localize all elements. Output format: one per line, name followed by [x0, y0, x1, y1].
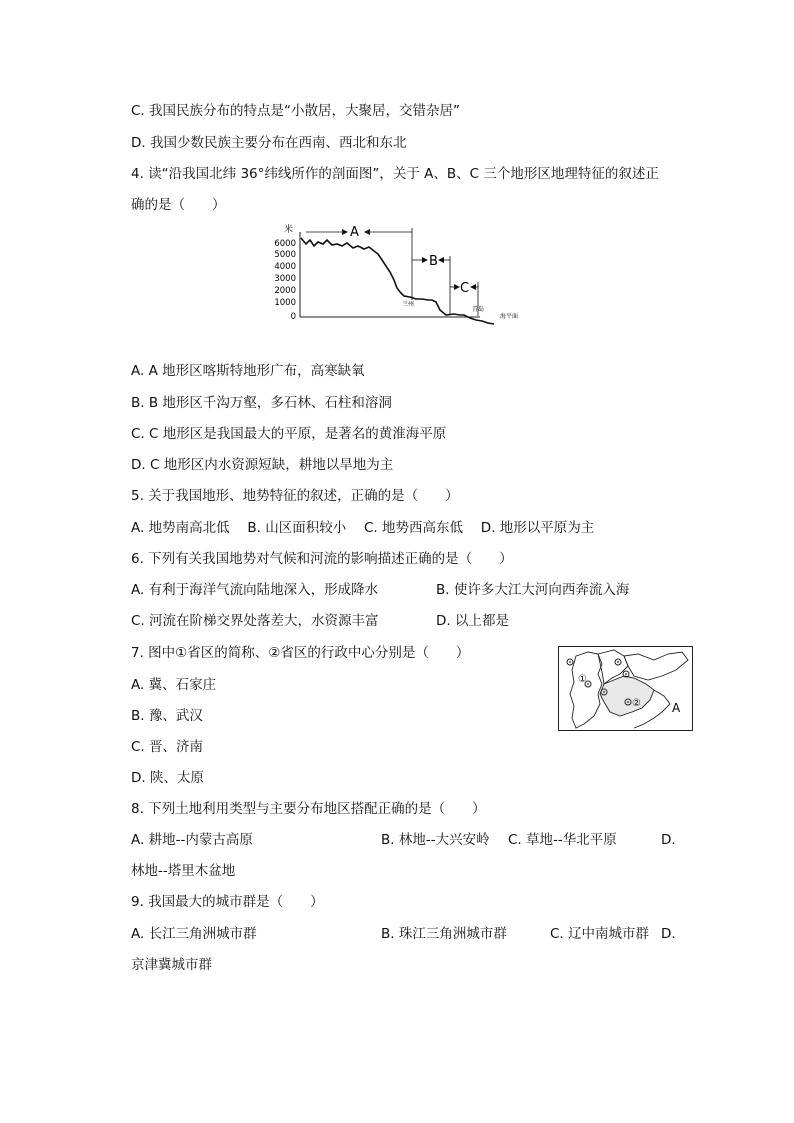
q6-option-a: A. 有利于海洋气流向陆地深入，形成降水 — [131, 582, 379, 598]
q8-option-c: C. 草地--华北平原 — [508, 832, 617, 848]
q4-option-d: D. C 地形区内水资源短缺，耕地以旱地为主 — [131, 457, 394, 473]
map-label-1: ① — [578, 674, 587, 685]
q4-stem-line1: 4. 读“沿我国北纬 36°纬线所作的剖面图”，关于 A、B、C 三个地形区地理特征的叙述正 — [131, 166, 659, 182]
q5-options: A. 地势南高北低 B. 山区面积较小 C. 地势西高东低 D. 地形以平原为主 — [131, 520, 595, 536]
q6-option-c: C. 河流在阶梯交界处落差大，水资源丰富 — [131, 613, 379, 629]
y-tick-6000: 6000 — [274, 239, 296, 249]
y-tick-0: 0 — [290, 312, 296, 322]
sea-level-label: 海平面 — [500, 313, 519, 320]
q4-option-b: B. B 地形区千沟万壑，多石林、石柱和溶洞 — [131, 395, 392, 411]
y-tick-2000: 2000 — [274, 286, 296, 296]
q8-option-d-label: D. — [661, 832, 676, 848]
q9-option-d-label: D. — [661, 926, 676, 942]
q7-stem: 7. 图中①省区的简称、②省区的行政中心分别是（ ） — [131, 645, 470, 661]
q7-option-a: A. 冀、石家庄 — [131, 677, 217, 693]
q8-option-d-text: 林地--塔里木盆地 — [131, 863, 236, 879]
y-unit-label: 米 — [284, 225, 294, 235]
map-label-2: ② — [632, 698, 641, 709]
q9-option-a: A. 长江三角洲城市群 — [131, 926, 257, 942]
y-tick-5000: 5000 — [274, 250, 296, 260]
y-tick-1000: 1000 — [274, 298, 296, 308]
city-lanzhou-label: 兰州 — [402, 301, 415, 308]
y-tick-4000: 4000 — [274, 262, 296, 272]
y-tick-3000: 3000 — [274, 274, 296, 284]
province-map-figure — [558, 646, 694, 732]
q8-option-b: B. 林地--大兴安岭 — [381, 832, 490, 848]
map-label-a: A — [672, 701, 681, 715]
q7-option-c: C. 晋、济南 — [131, 739, 204, 755]
profile-label-c: C — [460, 281, 470, 296]
q8-stem: 8. 下列土地利用类型与主要分布地区搭配正确的是（ ） — [131, 801, 486, 817]
q4-stem-line2: 确的是（ ） — [131, 197, 226, 213]
q8-option-a: A. 耕地--内蒙古高原 — [131, 832, 253, 848]
q6-option-b: B. 使许多大江大河向西奔流入海 — [436, 582, 630, 598]
q3-option-d: D. 我国少数民族主要分布在西南、西北和东北 — [131, 135, 407, 151]
q7-option-b: B. 豫、武汉 — [131, 708, 203, 724]
q9-option-d-text: 京津冀城市群 — [131, 957, 212, 973]
q3-option-c: C. 我国民族分布的特点是“小散居，大聚居，交错杂居” — [131, 103, 460, 119]
q5-stem: 5. 关于我国地形、地势特征的叙述，正确的是（ ） — [131, 488, 459, 504]
profile-label-a: A — [350, 225, 359, 240]
q4-option-c: C. C 地形区是我国最大的平原，是著名的黄淮海平原 — [131, 426, 447, 442]
profile-figure — [270, 220, 530, 330]
q7-option-d: D. 陕、太原 — [131, 770, 204, 786]
q4-option-a: A. A 地形区喀斯特地形广布，高寒缺氧 — [131, 363, 365, 379]
q9-stem: 9. 我国最大的城市群是（ ） — [131, 894, 324, 910]
profile-label-b: B — [429, 254, 438, 269]
q9-option-c: C. 辽中南城市群 — [550, 926, 650, 942]
city-qingdao-label: 青岛 — [472, 306, 485, 313]
q6-stem: 6. 下列有关我国地势对气候和河流的影响描述正确的是（ ） — [131, 551, 513, 567]
q9-option-b: B. 珠江三角洲城市群 — [381, 926, 507, 942]
q6-option-d: D. 以上都是 — [436, 613, 509, 629]
